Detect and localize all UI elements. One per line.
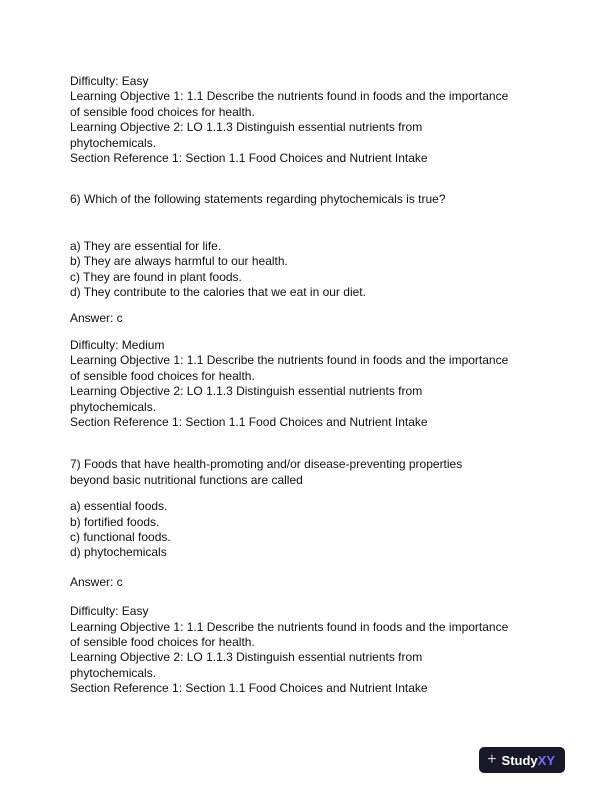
question-7 [70, 457, 552, 488]
option-text: c) They are found in plant foods. [70, 269, 242, 284]
text-line: phytochemicals. [70, 135, 157, 150]
option-text: c) functional foods. [70, 529, 171, 544]
answer-text: Answer: c [70, 574, 123, 589]
text-line: Section Reference 1: Section 1.1 Food Choices and Nutrient Intake [70, 151, 428, 166]
question-text: beyond basic nutritional functions are called [70, 472, 303, 487]
question-6-meta [70, 338, 552, 430]
question-text: 6) Which of the following statements regarding phytochemicals is true? [70, 192, 446, 207]
text-line: phytochemicals. [70, 399, 157, 414]
text-line: of sensible food choices for health. [70, 634, 255, 649]
question-7-options [70, 499, 552, 561]
option-text: d) They contribute to the calories that we eat in our diet. [70, 285, 366, 300]
plus-icon: + [487, 751, 497, 768]
question-7-answer [70, 575, 552, 590]
question-6-answer [70, 311, 552, 326]
question-7-meta [70, 604, 552, 696]
meta-block-top [70, 74, 552, 166]
option-text: b) fortified foods. [70, 514, 160, 529]
text-line: Difficulty: Easy [70, 604, 149, 619]
option-text: a) essential foods. [70, 499, 168, 514]
text-line: Section Reference 1: Section 1.1 Food Choices and Nutrient Intake [70, 681, 428, 696]
question-text: 7) Foods that have health-promoting and/or disease-preventing properties [70, 457, 463, 472]
text-line: Learning Objective 1: 1.1 Describe the nutrients found in foods and the importance [70, 353, 509, 368]
text-line: Learning Objective 1: 1.1 Describe the nutrients found in foods and the importance [70, 89, 509, 104]
text-line: Learning Objective 1: 1.1 Describe the nutrients found in foods and the importance [70, 619, 509, 634]
logo-study-text: Study [501, 752, 538, 768]
text-line: Difficulty: Medium [70, 337, 165, 352]
text-line: Learning Objective 2: LO 1.1.3 Distinguish essential nutrients from [70, 650, 423, 665]
text-line: Section Reference 1: Section 1.1 Food Choices and Nutrient Intake [70, 414, 428, 429]
text-line: Learning Objective 2: LO 1.1.3 Distinguish essential nutrients from [70, 120, 423, 135]
option-text: b) They are always harmful to our health. [70, 254, 288, 269]
text-line: of sensible food choices for health. [70, 368, 255, 383]
text-line: Difficulty: Easy [70, 74, 149, 88]
option-text: a) They are essential for life. [70, 238, 222, 253]
text-line: Learning Objective 2: LO 1.1.3 Distinguish essential nutrients from [70, 384, 423, 399]
logo-xy-text: XY [537, 752, 555, 768]
question-6 [70, 192, 552, 207]
document-content [70, 74, 552, 697]
text-line: of sensible food choices for health. [70, 104, 255, 119]
text-line: phytochemicals. [70, 665, 157, 680]
studyxy-logo [479, 747, 565, 773]
question-6-options [70, 239, 552, 301]
option-text: d) phytochemicals [70, 545, 167, 560]
answer-text: Answer: c [70, 311, 123, 326]
